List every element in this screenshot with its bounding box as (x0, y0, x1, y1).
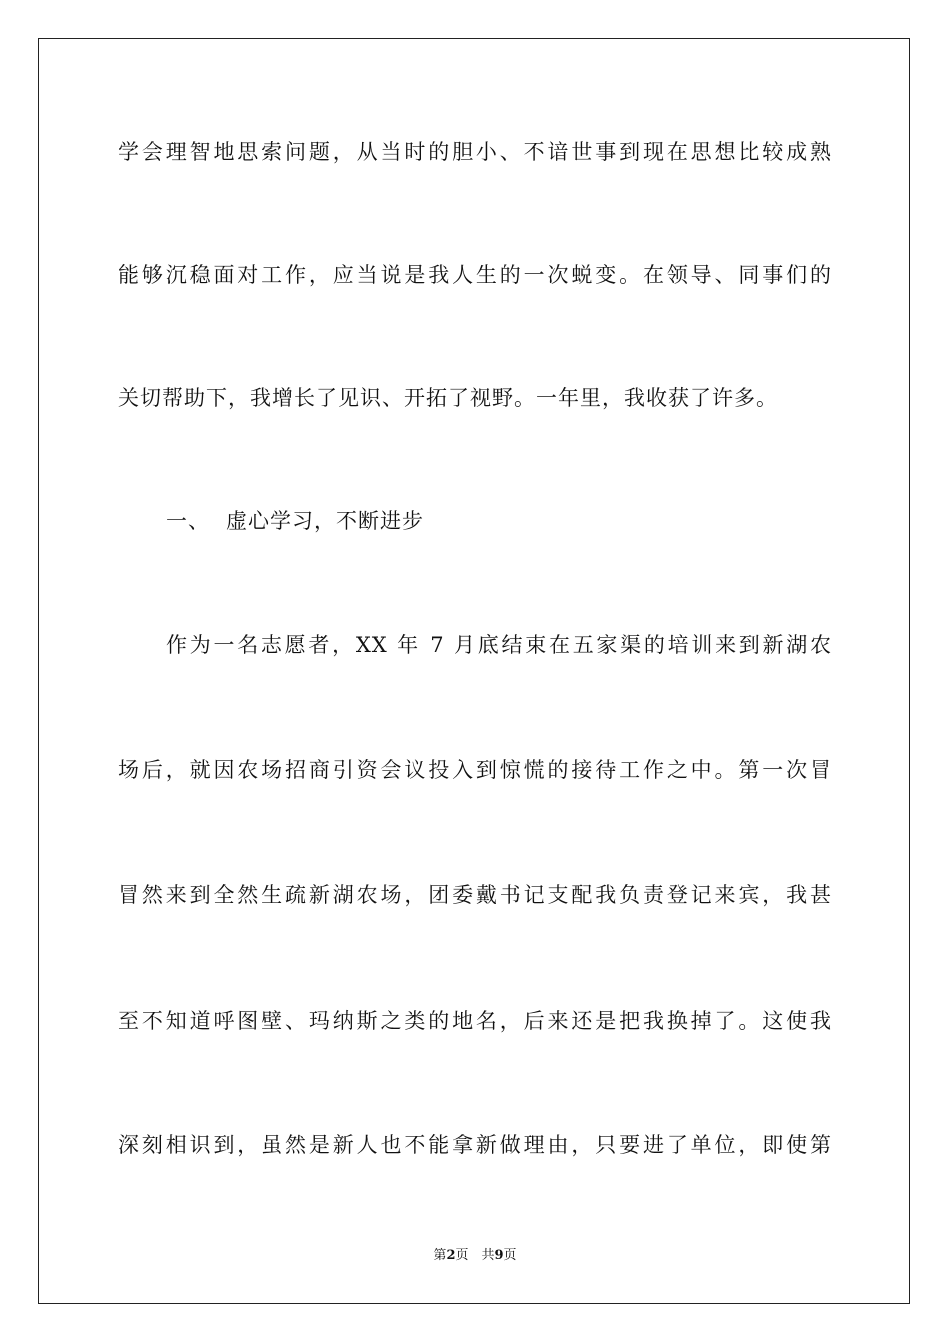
page-prefix: 第 (433, 1248, 447, 1263)
total-pages: 9 (494, 1248, 504, 1263)
section-heading (166, 506, 424, 536)
body-line: 场后，就因农场招商引资会议投入到惊慌的接待工作之中。第一次冒 (118, 758, 832, 782)
body-line: 至不知道呼图壁、玛纳斯之类的地名，后来还是把我换掉了。这使我 (118, 1009, 832, 1033)
section-number: 一、 (166, 509, 210, 533)
section-title: 虚心学习，不断进步 (226, 509, 424, 533)
page-mid: 页 共 (455, 1248, 495, 1263)
current-page: 2 (446, 1248, 456, 1263)
page-number-footer (0, 1247, 950, 1265)
page-border (38, 38, 910, 1304)
body-line: 能够沉稳面对工作，应当说是我人生的一次蜕变。在领导、同事们的 (118, 263, 832, 287)
body-line: 作为一名志愿者，XX 年 7 月底结束在五家渠的培训来到新湖农 (166, 633, 832, 657)
body-line: 学会理智地思索问题，从当时的胆小、不谙世事到现在思想比较成熟 (118, 140, 832, 164)
body-line: 冒然来到全然生疏新湖农场，团委戴书记支配我负责登记来宾，我甚 (118, 883, 832, 907)
body-line: 关切帮助下，我增长了见识、开拓了视野。一年里，我收获了许多。 (118, 386, 778, 410)
page-suffix: 页 (503, 1248, 517, 1263)
body-line: 深刻相识到，虽然是新人也不能拿新做理由，只要进了单位，即使第 (118, 1133, 832, 1157)
